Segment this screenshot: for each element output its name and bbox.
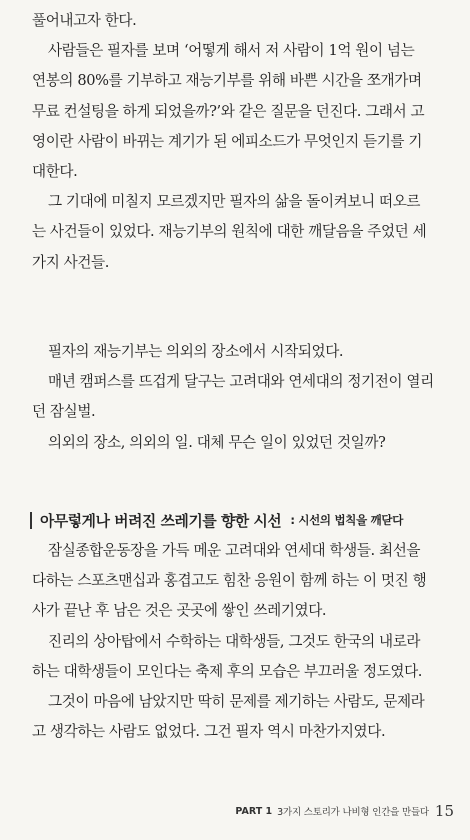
paragraph-line: 는 사건들이 있었다. 재능기부의 원칙에 대한 깨달음을 주었던 세 (32, 223, 427, 241)
section-heading (30, 508, 450, 532)
paragraph-line: 하는 대학생들이 모인다는 축제 후의 모습은 부끄러울 정도였다. (32, 662, 423, 680)
paragraph-line: 사가 끝난 후 남은 것은 곳곳에 쌓인 쓰레기였다. (32, 602, 327, 620)
footer-chapter-title: 3가지 스토리가 나비형 인간을 만들다 (277, 807, 429, 818)
section-1-text (32, 6, 447, 278)
section-2-text (32, 337, 447, 458)
paragraph-line: 의외의 장소, 의외의 일. 대체 무슨 일이 있었던 것일까? (48, 433, 386, 451)
paragraph-line: 잠실종합운동장을 가득 메운 고려대와 연세대 학생들. 최선을 (48, 542, 421, 559)
page-number: 15 (434, 802, 454, 820)
section-heading-title: 아무렇게나 버려진 쓰레기를 향한 시선 (40, 512, 282, 530)
section-heading-subtitle: : 시선의 법칙을 깨닫다 (290, 513, 404, 527)
paragraph-line: 필자의 재능기부는 의외의 장소에서 시작되었다. (48, 343, 344, 360)
paragraph-line: 던 잠실벌. (32, 403, 96, 421)
paragraph-line: 매년 캠퍼스를 뜨겁게 달구는 고려대와 연세대의 정기전이 열리 (48, 373, 434, 391)
paragraph-line: 대한다. (32, 163, 78, 181)
paragraph-line: 사람들은 필자를 보며 ‘어떻게 해서 저 사람이 1억 원이 넘는 (48, 42, 415, 60)
page-footer (0, 795, 454, 827)
paragraph-line: 고 생각하는 사람도 없었다. 그건 필자 역시 마찬가지였다. (32, 723, 386, 741)
heading-bar-marker (30, 512, 32, 529)
paragraph-line: 다하는 스포츠맨십과 홍겹고도 힘찬 응원이 함께 하는 이 멋진 행 (32, 572, 427, 590)
paragraph-line: 그 기대에 미칠지 모르겠지만 필자의 삶을 돌이켜보니 떠오르 (48, 193, 421, 211)
footer-part-label: PART 1 (235, 805, 273, 817)
section-3-text (32, 536, 447, 747)
paragraph-line: 가지 사건들. (32, 253, 109, 271)
paragraph-line: 그것이 마음에 남았지만 딱히 문제를 제기하는 사람도, 문제라 (48, 693, 425, 711)
paragraph-line: 풀어내고자 한다. (32, 12, 137, 29)
paragraph-line: 진리의 상아탑에서 수학하는 대학생들, 그것도 한국의 내로라 (48, 632, 421, 650)
paragraph-line: 영이란 사람이 바뀌는 계기가 된 에피소드가 무엇인지 듣기를 기 (32, 132, 423, 150)
paragraph-line: 연봉의 80%를 기부하고 재능기부를 위해 바쁜 시간을 쪼개가며 (32, 72, 422, 90)
paragraph-line: 무료 컨설팅을 하게 되었을까?’와 같은 질문을 던진다. 그래서 고 (32, 102, 425, 120)
